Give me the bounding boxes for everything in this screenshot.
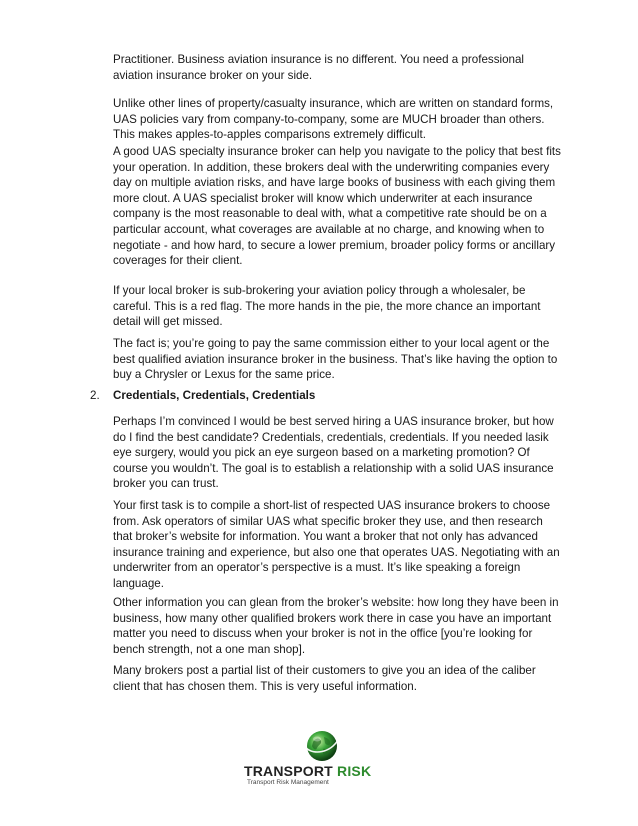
globe-logo-icon — [304, 728, 340, 764]
section-number: 2. — [90, 389, 100, 402]
paragraph: Other information you can glean from the broker’s website: how long they have been in business, how many other qualified brokers work there in case you have an important matter you need to discuss when your broker is not in the office [you’re looking for bench strength, not a one man shop]. — [113, 596, 559, 656]
paragraph: If your local broker is sub-brokering your aviation policy through a wholesaler, be careful. This is a red flag. The more hands in the pie, the more chance an important detail will get missed. — [113, 284, 541, 329]
logo-wordmark — [244, 763, 371, 779]
paragraph: Your first task is to compile a short-list of respected UAS insurance brokers to choose from. Ask operators of similar UAS what specific broker they use, and then research that broker’s website for information. You want a broker that not only has advanced insurance training and experience, but also one that operates UAS. Negotiating with an underwriter from an operator’s perspective is a must. It’s like speaking a foreign language. — [113, 499, 560, 590]
paragraph: Practitioner. Business aviation insurance is no different. You need a professional aviation insurance broker on your side. — [113, 53, 524, 82]
paragraph: The fact is; you’re going to pay the same commission either to your local agent or the best qualified aviation insurance broker in the business. That’s like having the option to buy a Chrysler or Lexus for the same price. — [113, 337, 558, 382]
logo-word-risk: RISK — [337, 763, 372, 779]
paragraph: A good UAS specialty insurance broker can help you navigate to the policy that best fits your operation. In addition, these brokers deal with the underwriting companies every day on multiple aviation risks, and have large books of business with each giving them more clout. A UAS specialist broker will know which underwriter at each insurance company is the most reasonable to deal with, what a competitive rate should be on a particular account, what coverages are available at no charge, and knowing when to negotiate - and how hard, to secure a lower premium, broader policy forms or ancillary coverages for their client. — [113, 145, 561, 268]
paragraph: Many brokers post a partial list of their customers to give you an idea of the caliber client that has chosen them. This is very useful information. — [113, 664, 536, 693]
logo-word-transport: TRANSPORT — [244, 763, 333, 779]
paragraph: Perhaps I’m convinced I would be best served hiring a UAS insurance broker, but how do I find the best candidate? Credentials, credentials, credentials. If you needed lasik eye surgery, would you pick an eye surgeon based on a marketing promotion? Of course you wouldn’t. The goal is to establish a relationship with a solid UAS insurance broker you can trust. — [113, 415, 554, 491]
section-title: Credentials, Credentials, Credentials — [113, 389, 316, 402]
section-heading — [90, 388, 315, 404]
logo-tagline: Transport Risk Management — [247, 779, 329, 786]
paragraph: Unlike other lines of property/casualty insurance, which are written on standard forms, UAS policies vary from company-to-company, some are MUCH broader than others. This makes apples-to-apples comparisons extremely difficult. — [113, 97, 554, 142]
company-logo — [238, 728, 388, 788]
